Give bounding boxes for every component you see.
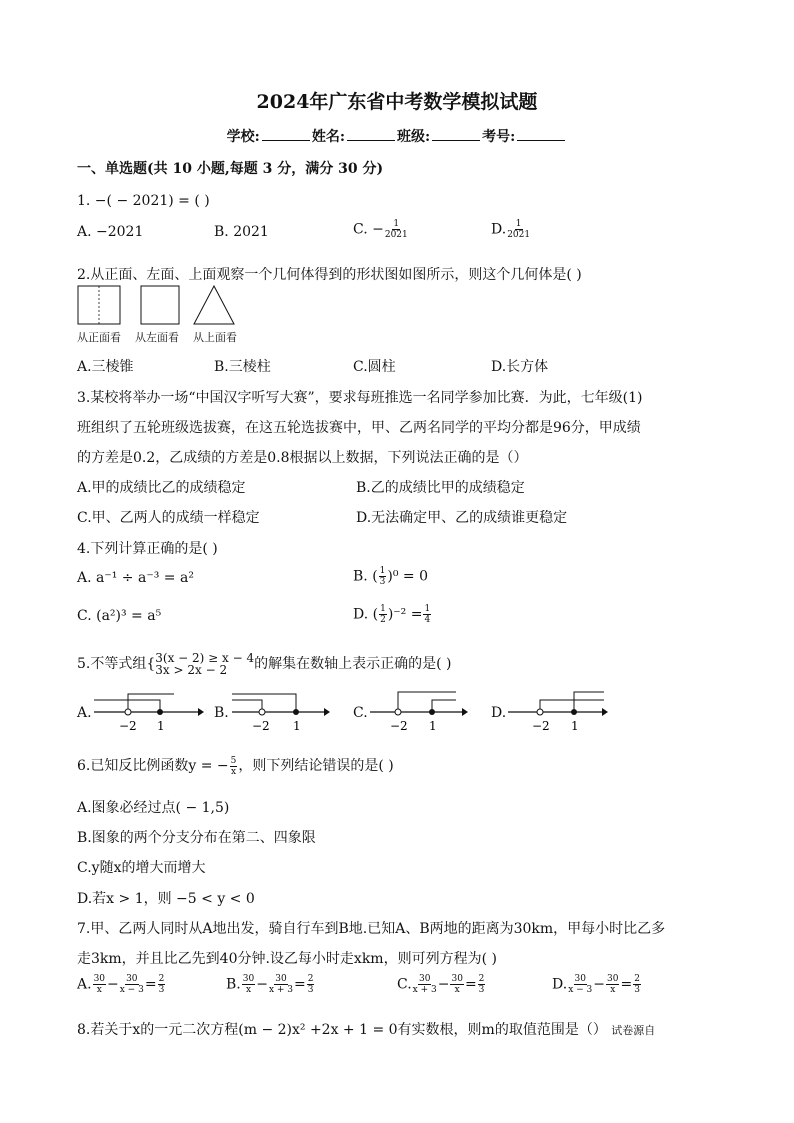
q4-option-d [353, 604, 432, 625]
q6-option-c: C.y随x的增大而增大 [77, 860, 206, 876]
q6-fraction [230, 756, 238, 777]
q6-option-a: A.图象必经过点( − 1,5) [77, 800, 230, 816]
q4-d-prefix: D. ( [353, 606, 379, 623]
q1-d-num: 1 [515, 219, 522, 229]
q7-b-d1: x [245, 985, 252, 995]
q7-d-n3: 2 [634, 974, 640, 984]
q2-option-d: D.长方体 [491, 359, 549, 375]
q7-d-frac2 [606, 974, 619, 995]
q5-d-tick-neg2: −2 [532, 719, 550, 733]
q1-option-d [491, 219, 531, 240]
q4-b-suffix: )⁰ = 0 [387, 568, 429, 585]
q7-a-n2: 30 [126, 974, 138, 984]
left-view-label: 从左面看 [135, 331, 179, 344]
q6-option-d: D.若x > 1，则 −5 < y < 0 [77, 891, 255, 907]
q5-option-c-label: C. [353, 705, 368, 721]
school-label: 学校: [226, 129, 260, 145]
q7-a-frac3 [158, 974, 166, 995]
q2-option-c: C.圆柱 [353, 359, 396, 375]
q7-d-d1: x − 3 [568, 985, 593, 995]
q5-b-tick-neg2: −2 [252, 719, 270, 733]
question-3-line-3: 的方差是0.2，乙成绩的方差是0.8根据以上数据，下列说法正确的是（） [77, 450, 528, 466]
q4-d-fraction-1 [379, 604, 387, 625]
q7-a-d2: x − 3 [119, 985, 144, 995]
q7-c-frac2 [450, 974, 463, 995]
q7-b-d3: 3 [307, 985, 314, 995]
front-view-label: 从正面看 [77, 331, 121, 344]
three-view-figures [77, 284, 257, 328]
top-view-triangle [194, 286, 234, 324]
q4-b-num: 1 [379, 566, 386, 576]
top-view-label: 从上面看 [193, 331, 237, 344]
q7-option-a: A. $\frac{30}{x}$ − $\frac{30}{x - 3}$ = $\frac{2}{3}$ [77, 974, 165, 995]
q5-numberline-c [370, 688, 470, 736]
q3-option-d: D.无法确定甲、乙的成绩谁更稳定 [356, 510, 568, 526]
q6-stem-prefix: 6.已知反比例函数y = − [77, 758, 229, 774]
q5-inequality-1: 3(x − 2) ≥ x − 4 [155, 651, 255, 665]
q7-c-frac1 [413, 974, 437, 995]
q7-a-d3: 3 [158, 985, 165, 995]
q7-b-n1: 30 [242, 974, 255, 984]
q5-option-a-label: A. [77, 705, 92, 721]
q5-b-tick-1: 1 [293, 719, 301, 733]
section-heading: 一、单选题(共 10 小题,每题 3 分，满分 30 分) [77, 161, 384, 177]
q1-option-a: A. −2021 [77, 224, 144, 240]
q7-b-label: B. [226, 976, 241, 993]
q7-d-d2: x [610, 985, 616, 995]
q4-d-num2: 1 [424, 604, 431, 614]
q2-option-a: A.三棱锥 [77, 359, 134, 375]
q7-option-c: C. $\frac{30}{x + 3}$ − $\frac{30}{x}$ = $\frac{2}{3}$ [397, 974, 485, 995]
q7-option-d: D. $\frac{30}{x - 3}$ − $\frac{30}{x}$ = $\frac{2}{3}$ [552, 974, 640, 995]
q7-c-d2: x [454, 985, 460, 995]
page-title: 2024年广东省中考数学模拟试题 [256, 91, 538, 113]
question-3-line-1: 3.某校将举办一场“中国汉字听写大赛”，要求每班推选一名同学参加比赛．为此，七年级(1) [77, 390, 643, 406]
name-label: 姓名: [311, 129, 345, 145]
q5-inequality-2: 3x > 2x − 2 [155, 663, 228, 677]
q5-numberline-a [94, 688, 204, 736]
q7-a-frac2 [120, 974, 144, 995]
q4-b-fraction [379, 566, 387, 587]
q4-d-num1: 1 [380, 604, 386, 614]
q7-d-frac3 [633, 974, 641, 995]
class-label: 班级: [397, 129, 431, 145]
q6-stem-suffix: ，则下列结论错误的是( ) [238, 758, 394, 774]
q1-c-prefix: C. − [353, 221, 384, 238]
question-7-line-1: 7.甲、乙两人同时从A地出发，骑自行车到B地.已知A、B两地的距离为30km，甲每小时比乙多 [77, 921, 666, 937]
q1-option-b: B. 2021 [214, 224, 269, 240]
q8-stem-text: 8.若关于x的一元二次方程(m − 2)x² +2x + 1 = 0有实数根，则m的取值范围是（） [77, 1022, 607, 1038]
question-6-stem [77, 755, 394, 777]
q3-option-a: A.甲的成绩比乙的成绩稳定 [77, 480, 246, 496]
q7-c-d1: x + 3 [412, 985, 437, 995]
number-label: 考号: [482, 129, 516, 145]
q1-c-num: 1 [393, 219, 400, 229]
q5-option-b-label: B. [214, 705, 229, 721]
q5-c-tick-neg2: −2 [390, 719, 408, 733]
q1-d-prefix: D. [491, 221, 507, 238]
number-blank[interactable] [517, 126, 565, 141]
q7-d-n1: 30 [574, 974, 586, 984]
q4-d-fraction-2 [423, 604, 431, 625]
q1-d-fraction [507, 219, 530, 240]
q4-b-prefix: B. ( [353, 568, 378, 585]
q7-b-d2: x + 3 [268, 985, 294, 995]
q4-option-b [353, 566, 428, 587]
q7-c-frac3 [478, 974, 486, 995]
question-8-stem [77, 1019, 655, 1039]
q4-option-a: A. a⁻¹ ÷ a⁻³ = a² [77, 570, 194, 586]
q7-a-frac1 [93, 974, 106, 995]
q7-b-n2: 30 [275, 974, 287, 984]
q6-den: x [230, 766, 237, 777]
q7-c-n2: 30 [451, 974, 463, 984]
q7-d-frac1 [568, 974, 592, 995]
q6-option-b: B.图象的两个分支分布在第二、四象限 [77, 830, 316, 846]
q7-d-n2: 30 [607, 974, 619, 984]
q7-c-n1: 30 [418, 974, 431, 984]
q5-a-tick-neg2: −2 [119, 719, 137, 733]
q7-a-d1: x [96, 985, 102, 995]
q7-b-frac2 [269, 974, 293, 995]
question-5-stem [77, 652, 452, 676]
q7-c-d3: 3 [478, 985, 485, 995]
left-view-rect [141, 286, 179, 324]
q4-d-mid: )⁻² = [387, 606, 423, 623]
q8-source-note: 试卷源自 [611, 1024, 656, 1037]
q7-d-d3: 3 [634, 985, 640, 995]
q5-numberline-d [508, 688, 613, 736]
q7-b-frac1 [242, 974, 255, 995]
class-blank[interactable] [432, 126, 480, 141]
question-4-stem: 4.下列计算正确的是( ) [77, 541, 218, 557]
q1-d-den: 2021 [507, 230, 531, 240]
q1-option-c [353, 219, 409, 240]
q5-option-d-label: D. [491, 705, 507, 721]
question-7-line-2: 走3km，并且比乙先到40分钟.设乙每小时走xkm，则可列方程为( ) [77, 951, 497, 967]
name-blank[interactable] [347, 126, 395, 141]
q5-suffix: 的解集在数轴上表示正确的是( ) [254, 656, 452, 672]
q7-option-b: B. $\frac{30}{x}$ − $\frac{30}{x + 3}$ = $\frac{2}{3}$ [226, 974, 314, 995]
q1-c-den: 2021 [384, 230, 408, 240]
q2-option-b: B.三棱柱 [214, 359, 271, 375]
q5-d-tick-1: 1 [571, 719, 579, 733]
q7-c-n3: 2 [478, 974, 485, 984]
q7-a-n1: 30 [93, 974, 106, 984]
q5-inequality-system [155, 652, 254, 676]
q1-c-fraction [385, 219, 408, 240]
q4-d-den1: 2 [380, 615, 386, 625]
q7-b-n3: 2 [307, 974, 314, 984]
q5-prefix: 5.不等式组{ [77, 656, 156, 672]
q7-c-label: C. [397, 976, 412, 993]
q7-a-label: A. [77, 976, 92, 993]
q7-a-n3: 2 [158, 974, 165, 984]
q3-option-b: B.乙的成绩比甲的成绩稳定 [356, 480, 525, 496]
q3-option-c: C.甲、乙两人的成绩一样稳定 [77, 510, 260, 526]
q5-a-tick-1: 1 [157, 719, 165, 733]
student-info-line [0, 126, 794, 146]
q4-option-c: C. (a²)³ = a⁵ [77, 608, 162, 624]
q5-numberline-b [232, 688, 342, 736]
question-2-stem: 2.从正面、左面、上面观察一个几何体得到的形状图如图所示，则这个几何体是( ) [77, 267, 582, 283]
q4-b-den: 3 [379, 577, 386, 587]
school-blank[interactable] [262, 126, 310, 141]
question-3-line-2: 班组织了五轮班级选拔赛，在这五轮选拔赛中，甲、乙两名同学的平均分都是96分，甲成绩 [77, 420, 641, 436]
question-1-stem: 1. −( − 2021) = ( ) [77, 193, 210, 209]
q6-num: 5 [230, 755, 237, 766]
q4-d-den2: 4 [424, 615, 431, 625]
q5-c-tick-1: 1 [429, 719, 437, 733]
q7-d-label: D. [552, 976, 568, 993]
q7-b-frac3 [307, 974, 315, 995]
